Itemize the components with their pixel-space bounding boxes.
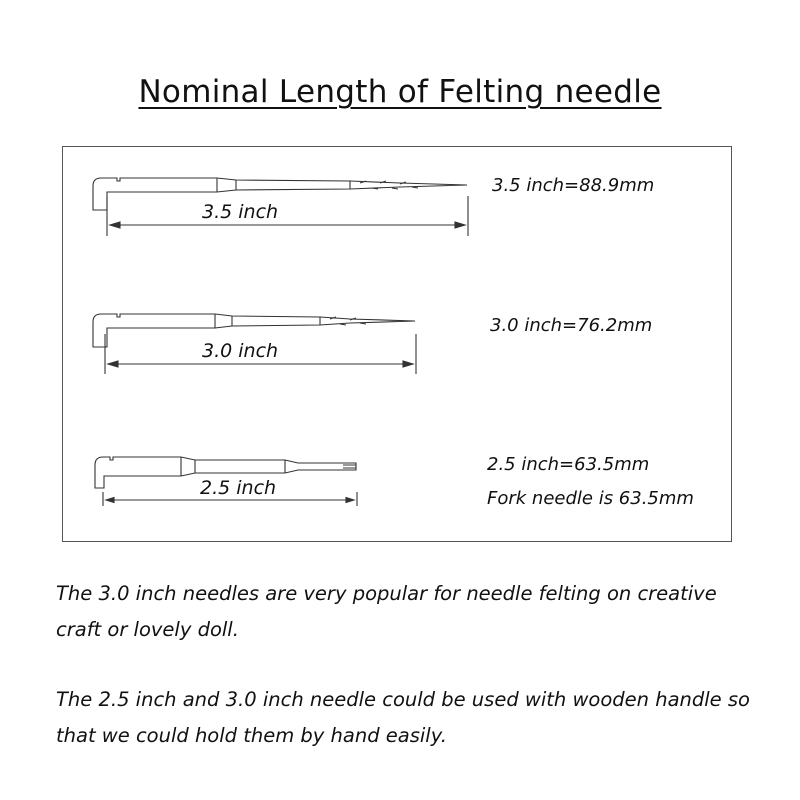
page-title: Nominal Length of Felting needle <box>138 74 662 110</box>
needle-3-length-label: 2.5 inch <box>200 477 277 499</box>
fork-needle-note: Fork needle is 63.5mm <box>487 488 694 509</box>
needle-2-equation: 3.0 inch=76.2mm <box>490 315 653 336</box>
paragraph-handle: The 2.5 inch and 3.0 inch needle could be used with wooden handle so that we could hold them by hand easily. <box>56 688 750 747</box>
paragraph-popular: The 3.0 inch needles are very popular for needle felting on creative craft or lovely doll. <box>56 582 717 641</box>
needle-1-equation: 3.5 inch=88.9mm <box>492 175 655 196</box>
needle-2-length-label: 3.0 inch <box>202 340 279 362</box>
needle-1-length-label: 3.5 inch <box>202 201 279 223</box>
needle-3-equation: 2.5 inch=63.5mm <box>487 454 650 475</box>
needle-3-5-inch-icon <box>93 178 468 236</box>
